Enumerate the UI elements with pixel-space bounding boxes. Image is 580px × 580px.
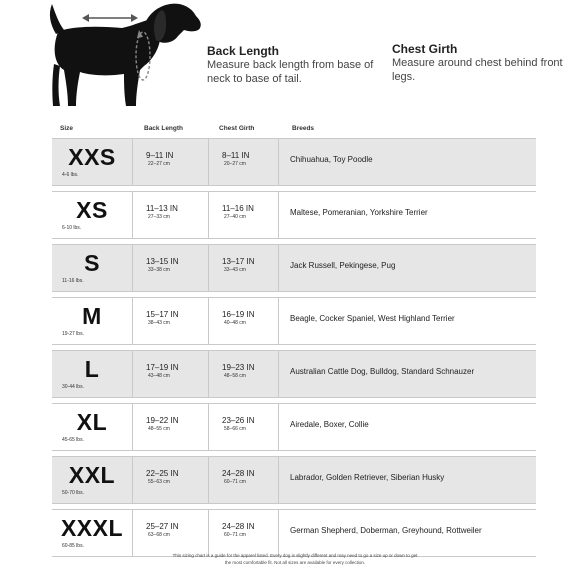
chest-girth-cell bbox=[208, 192, 279, 238]
back-length-inches: 22–25 IN bbox=[146, 469, 179, 478]
back-length-cell bbox=[132, 404, 209, 450]
table-row bbox=[52, 191, 536, 239]
size-chart-table bbox=[52, 122, 536, 562]
chest-girth-title: Chest Girth bbox=[392, 42, 458, 56]
breeds-cell bbox=[278, 510, 536, 556]
chest-girth-cm: 58–66 cm bbox=[224, 426, 246, 432]
back-length-cm: 43–48 cm bbox=[148, 373, 170, 379]
size-label: XL bbox=[76, 409, 108, 435]
chest-girth-inches: 13–17 IN bbox=[222, 257, 255, 266]
back-length-cell bbox=[132, 245, 209, 291]
table-header bbox=[52, 122, 536, 138]
weight-range: 50-70 lbs. bbox=[62, 490, 84, 496]
size-label: L bbox=[84, 356, 100, 382]
chest-girth-cm: 60–71 cm bbox=[224, 532, 246, 538]
back-length-cm: 55–63 cm bbox=[148, 479, 170, 485]
chest-girth-cell bbox=[208, 245, 279, 291]
chest-girth-cell bbox=[208, 510, 279, 556]
size-cell bbox=[52, 351, 133, 397]
weight-range: 11-16 lbs. bbox=[62, 278, 84, 284]
footnote-line-1: This sizing chart is a guide for the apparel listed. Every dog is slightly different and may need to go a size up or down to get bbox=[172, 553, 418, 558]
breeds-cell bbox=[278, 298, 536, 344]
chest-girth-cm: 40–48 cm bbox=[224, 320, 246, 326]
breeds-list: German Shepherd, Doberman, Greyhound, Rottweiler bbox=[290, 526, 482, 535]
table-row bbox=[52, 138, 536, 186]
back-length-title: Back Length bbox=[207, 44, 280, 58]
size-label: XXS bbox=[68, 144, 116, 170]
back-length-cell bbox=[132, 351, 209, 397]
weight-range: 60-85 lbs. bbox=[62, 543, 84, 549]
table-row bbox=[52, 244, 536, 292]
chest-girth-cm: 48–58 cm bbox=[224, 373, 246, 379]
size-label: S bbox=[84, 250, 100, 276]
back-length-inches: 11–13 IN bbox=[146, 204, 178, 213]
back-length-cm: 22–27 cm bbox=[148, 161, 170, 167]
size-label: XXL bbox=[68, 462, 116, 488]
back-length-description: Measure back length from base of neck to base of tail. bbox=[207, 59, 374, 85]
chest-girth-cell bbox=[208, 404, 279, 450]
breeds-list: Labrador, Golden Retriever, Siberian Husky bbox=[290, 473, 445, 482]
header-chest-girth: Chest Girth bbox=[219, 125, 255, 132]
back-length-cell bbox=[132, 510, 209, 556]
breeds-cell bbox=[278, 192, 536, 238]
header-size: Size bbox=[60, 125, 74, 132]
breeds-cell bbox=[278, 404, 536, 450]
size-cell bbox=[52, 510, 133, 556]
footnote-line-2: the most comfortable fit. Not all sizes are available for every collection. bbox=[224, 560, 366, 565]
chest-girth-cell bbox=[208, 351, 279, 397]
size-cell bbox=[52, 139, 133, 185]
chest-girth-cell bbox=[208, 457, 279, 503]
back-length-cm: 27–33 cm bbox=[148, 214, 170, 220]
chest-girth-cm: 60–71 cm bbox=[224, 479, 246, 485]
table-row bbox=[52, 509, 536, 557]
table-row bbox=[52, 403, 536, 451]
chest-girth-cm: 27–40 cm bbox=[224, 214, 246, 220]
back-length-cm: 48–55 cm bbox=[148, 426, 170, 432]
header-back-length: Back Length bbox=[144, 125, 184, 132]
breeds-list: Beagle, Cocker Spaniel, West Highland Terrier bbox=[290, 314, 455, 323]
table-row bbox=[52, 350, 536, 398]
weight-range: 4-6 lbs. bbox=[62, 172, 79, 178]
back-length-inches: 17–19 IN bbox=[146, 363, 179, 372]
breeds-cell bbox=[278, 457, 536, 503]
chest-girth-inches: 19–23 IN bbox=[222, 363, 255, 372]
breeds-cell bbox=[278, 351, 536, 397]
back-length-inches: 15–17 IN bbox=[146, 310, 179, 319]
table-row bbox=[52, 456, 536, 504]
chest-girth-cm: 20–27 cm bbox=[224, 161, 246, 167]
chest-girth-inches: 24–28 IN bbox=[222, 522, 255, 531]
chest-girth-inches: 24–28 IN bbox=[222, 469, 255, 478]
weight-range: 6-10 lbs. bbox=[62, 225, 82, 231]
chest-girth-cm: 33–43 cm bbox=[224, 267, 246, 273]
size-cell bbox=[52, 192, 133, 238]
chest-girth-description: Measure around chest behind front legs. bbox=[392, 57, 563, 83]
size-cell bbox=[52, 404, 133, 450]
back-length-inches: 19–22 IN bbox=[146, 416, 179, 425]
breeds-list: Airedale, Boxer, Collie bbox=[290, 420, 369, 429]
back-length-cell bbox=[132, 457, 209, 503]
header-breeds: Breeds bbox=[292, 125, 315, 132]
size-cell bbox=[52, 245, 133, 291]
back-length-cm: 38–43 cm bbox=[148, 320, 170, 326]
table-row bbox=[52, 297, 536, 345]
breeds-list: Jack Russell, Pekingese, Pug bbox=[290, 261, 396, 270]
back-length-cm: 33–38 cm bbox=[148, 267, 170, 273]
dog-silhouette-icon bbox=[40, 0, 205, 112]
back-length-cell bbox=[132, 298, 209, 344]
chest-girth-inches: 8–11 IN bbox=[222, 151, 250, 160]
size-cell bbox=[52, 298, 133, 344]
breeds-list: Australian Cattle Dog, Bulldog, Standard Schnauzer bbox=[290, 367, 475, 376]
back-length-inches: 9–11 IN bbox=[146, 151, 174, 160]
size-label: XS bbox=[76, 197, 108, 223]
back-length-cell bbox=[132, 192, 209, 238]
back-length-cell bbox=[132, 139, 209, 185]
chest-girth-inches: 23–26 IN bbox=[222, 416, 255, 425]
size-label: XXXL bbox=[60, 515, 124, 541]
size-cell bbox=[52, 457, 133, 503]
back-length-legend bbox=[207, 44, 387, 86]
breeds-cell bbox=[278, 139, 536, 185]
chest-girth-cell bbox=[208, 139, 279, 185]
chest-girth-cell bbox=[208, 298, 279, 344]
breeds-cell bbox=[278, 245, 536, 291]
back-length-inches: 13–15 IN bbox=[146, 257, 179, 266]
breeds-list: Maltese, Pomeranian, Yorkshire Terrier bbox=[290, 208, 428, 217]
weight-range: 30-44 lbs. bbox=[62, 384, 84, 390]
chest-girth-inches: 11–16 IN bbox=[222, 204, 254, 213]
weight-range: 19-27 lbs. bbox=[62, 331, 84, 337]
back-length-inches: 25–27 IN bbox=[146, 522, 179, 531]
chest-girth-inches: 16–19 IN bbox=[222, 310, 255, 319]
weight-range: 45-65 lbs. bbox=[62, 437, 84, 443]
footnote bbox=[60, 552, 530, 566]
back-length-cm: 63–68 cm bbox=[148, 532, 170, 538]
chest-girth-legend bbox=[392, 42, 572, 84]
size-label: M bbox=[82, 303, 102, 329]
breeds-list: Chihuahua, Toy Poodle bbox=[290, 155, 373, 164]
